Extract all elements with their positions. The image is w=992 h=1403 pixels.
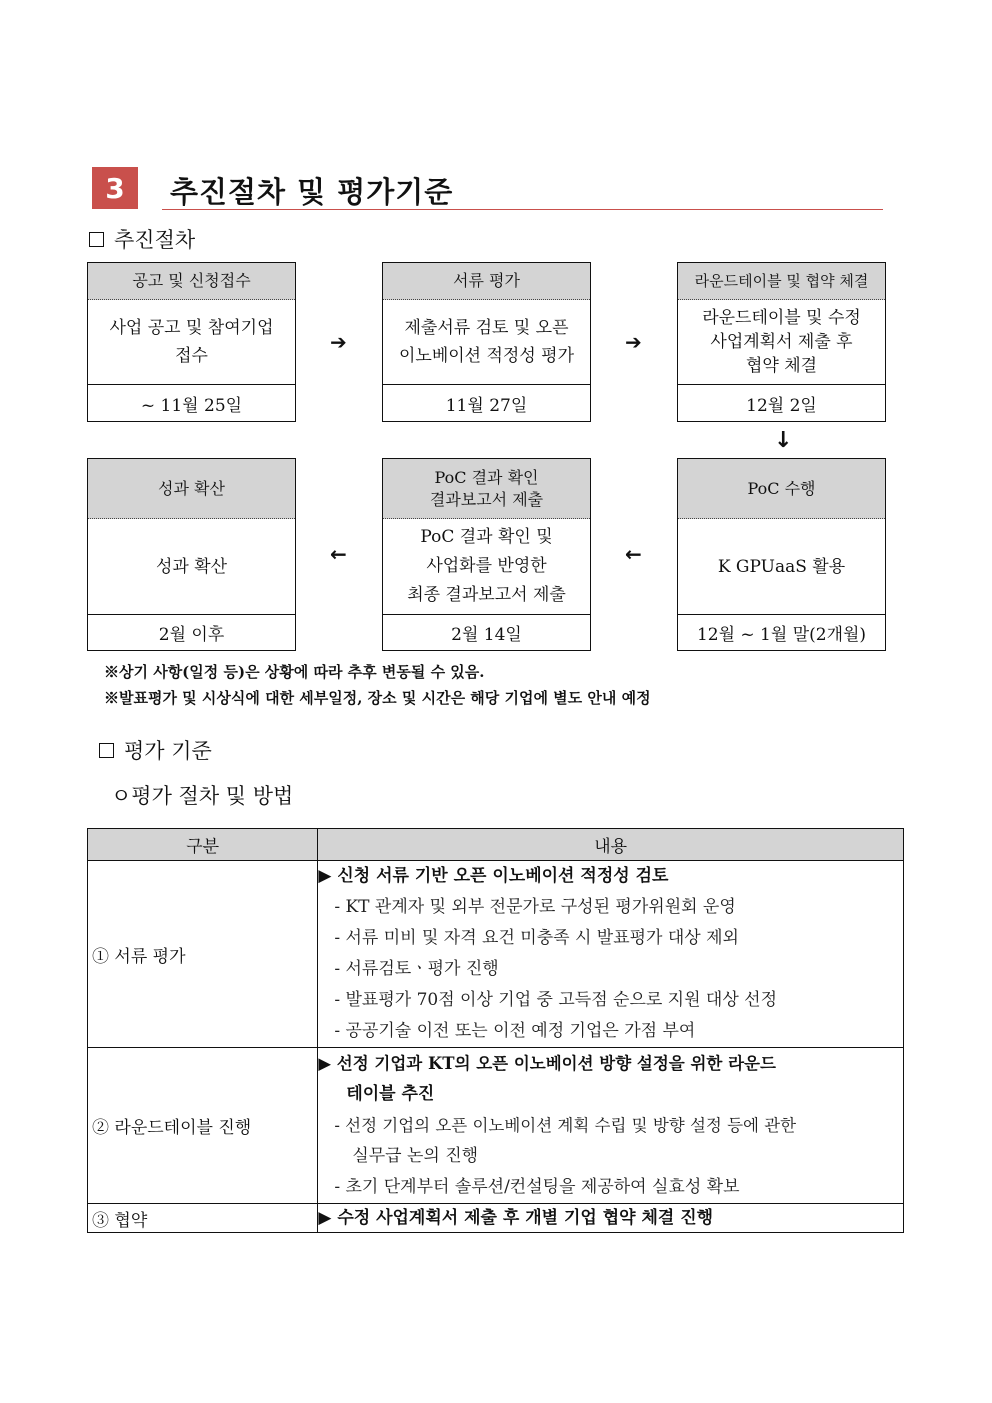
flow-step-body-line: 라운드테이블 및 수정 (702, 308, 861, 328)
row-line: ▶ 수정 사업계획서 제출 후 개별 기업 협약 체결 진행 (318, 1208, 714, 1228)
flow-step-body-line: 이노베이션 적정성 평가 (398, 346, 575, 366)
section-divider (162, 209, 883, 210)
flow-step-3 (677, 262, 886, 422)
table-header-row (88, 829, 904, 861)
table-header-content: 내용 (318, 829, 904, 861)
flow-step-body (383, 519, 590, 615)
flow-step-body-line: 성과 확산 (155, 556, 228, 577)
flow-step-body (383, 300, 590, 385)
flow-step-date: 11월 27일 (445, 395, 528, 416)
flow-step-4 (677, 458, 886, 651)
row-line: - 선정 기업의 오픈 이노베이션 계획 수립 및 방향 설정 등에 관한 (334, 1116, 797, 1135)
arrow-right-icon: ➔ (625, 330, 642, 354)
flow-step-title: 서류 평가 (383, 263, 590, 300)
table-row (88, 861, 904, 1048)
flow-step-body-line: PoC 결과 확인 및 (420, 527, 553, 547)
flow-step-date: 2월 이후 (158, 625, 225, 645)
flow-step-title (383, 459, 590, 519)
flow-step-title-line: PoC 결과 확인 (434, 467, 539, 487)
row-content (318, 1048, 904, 1204)
row-category: ② 라운드테이블 진행 (88, 1048, 318, 1204)
table-row (88, 1204, 904, 1233)
flow-step-body (88, 519, 295, 615)
flow-step-title: 성과 확산 (88, 459, 295, 519)
flow-step-body (678, 300, 885, 385)
row-line: - KT 관계자 및 외부 전문가로 구성된 평가위원회 운영 (334, 897, 736, 917)
flow-step-body-line: 접수 (175, 346, 208, 366)
flow-step-title: 공고 및 신청접수 (88, 263, 295, 300)
flow-step-6 (87, 458, 296, 651)
flow-step-body-line: 사업계획서 제출 후 (710, 332, 853, 352)
evaluation-subheading: ㅇ평가 절차 및 방법 (111, 784, 294, 808)
row-line: 실무급 논의 진행 (352, 1146, 479, 1166)
flow-step-body-line: 협약 체결 (745, 356, 818, 376)
row-line: ▶ 신청 서류 기반 오픈 이노베이션 적정성 검토 (318, 866, 669, 886)
section-title: 추진절차 및 평가기준 (170, 175, 454, 209)
flow-step-body-line: K GPUaaS 활용 (717, 556, 846, 577)
flow-step-date: ~ 11월 25일 (140, 395, 243, 416)
flow-step-title: PoC 수행 (678, 459, 885, 519)
evaluation-heading-text: 평가 기준 (124, 739, 212, 763)
square-bullet-icon (89, 232, 104, 247)
row-line: ▶ 선정 기업과 KT의 오픈 이노베이션 방향 설정을 위한 라운드 (318, 1054, 776, 1073)
evaluation-table (87, 828, 904, 1233)
arrow-right-icon: ➔ (330, 330, 347, 354)
row-category: ① 서류 평가 (88, 861, 318, 1048)
flow-step-body-line: 사업화를 반영한 (426, 556, 547, 576)
flow-step-5 (382, 458, 591, 651)
square-bullet-icon (99, 743, 114, 758)
row-category: ③ 협약 (88, 1204, 318, 1233)
arrow-down-icon: ↓ (774, 428, 793, 453)
procedure-heading-text: 추진절차 (114, 228, 196, 252)
evaluation-heading (99, 735, 212, 765)
row-line: 테이블 추진 (346, 1084, 435, 1104)
row-content (318, 1204, 904, 1233)
flow-step-body-line: 제출서류 검토 및 오픈 (404, 318, 569, 338)
table-header-category: 구분 (88, 829, 318, 861)
procedure-heading (89, 224, 195, 254)
table-row (88, 1048, 904, 1204)
flow-step-date: 12월 ~ 1월 말(2개월) (696, 625, 867, 645)
arrow-left-icon: ← (330, 542, 347, 566)
flow-step-body-line: 최종 결과보고서 제출 (407, 585, 566, 605)
flow-step-title: 라운드테이블 및 협약 체결 (678, 263, 885, 300)
flow-step-1 (87, 262, 296, 422)
flow-step-title-line: 결과보고서 제출 (429, 489, 544, 509)
flow-step-body (678, 519, 885, 615)
row-line: - 발표평가 70점 이상 기업 중 고득점 순으로 지원 대상 선정 (334, 990, 778, 1010)
schedule-note-2: ※발표평가 및 시상식에 대한 세부일정, 장소 및 시간은 해당 기업에 별도 안내 예정 (104, 689, 651, 707)
flow-step-body-line: 사업 공고 및 참여기업 (109, 318, 274, 338)
schedule-note-1: ※상기 사항(일정 등)은 상황에 따라 추후 변동될 수 있음. (104, 663, 485, 681)
section-number: 3 (92, 167, 138, 209)
row-line: - 서류검토ㆍ평가 진행 (334, 959, 499, 979)
row-line: - 서류 미비 및 자격 요건 미충족 시 발표평가 대상 제외 (334, 928, 739, 948)
flow-step-date: 2월 14일 (451, 625, 522, 645)
row-content (318, 861, 904, 1048)
row-line: - 공공기술 이전 또는 이전 예정 기업은 가점 부여 (334, 1021, 696, 1041)
flow-step-2 (382, 262, 591, 422)
flow-step-body (88, 300, 295, 385)
row-line: - 초기 단계부터 솔루션/컨설팅을 제공하여 실효성 확보 (334, 1177, 740, 1197)
flow-step-date: 12월 2일 (746, 395, 817, 416)
arrow-left-icon: ← (625, 542, 642, 566)
